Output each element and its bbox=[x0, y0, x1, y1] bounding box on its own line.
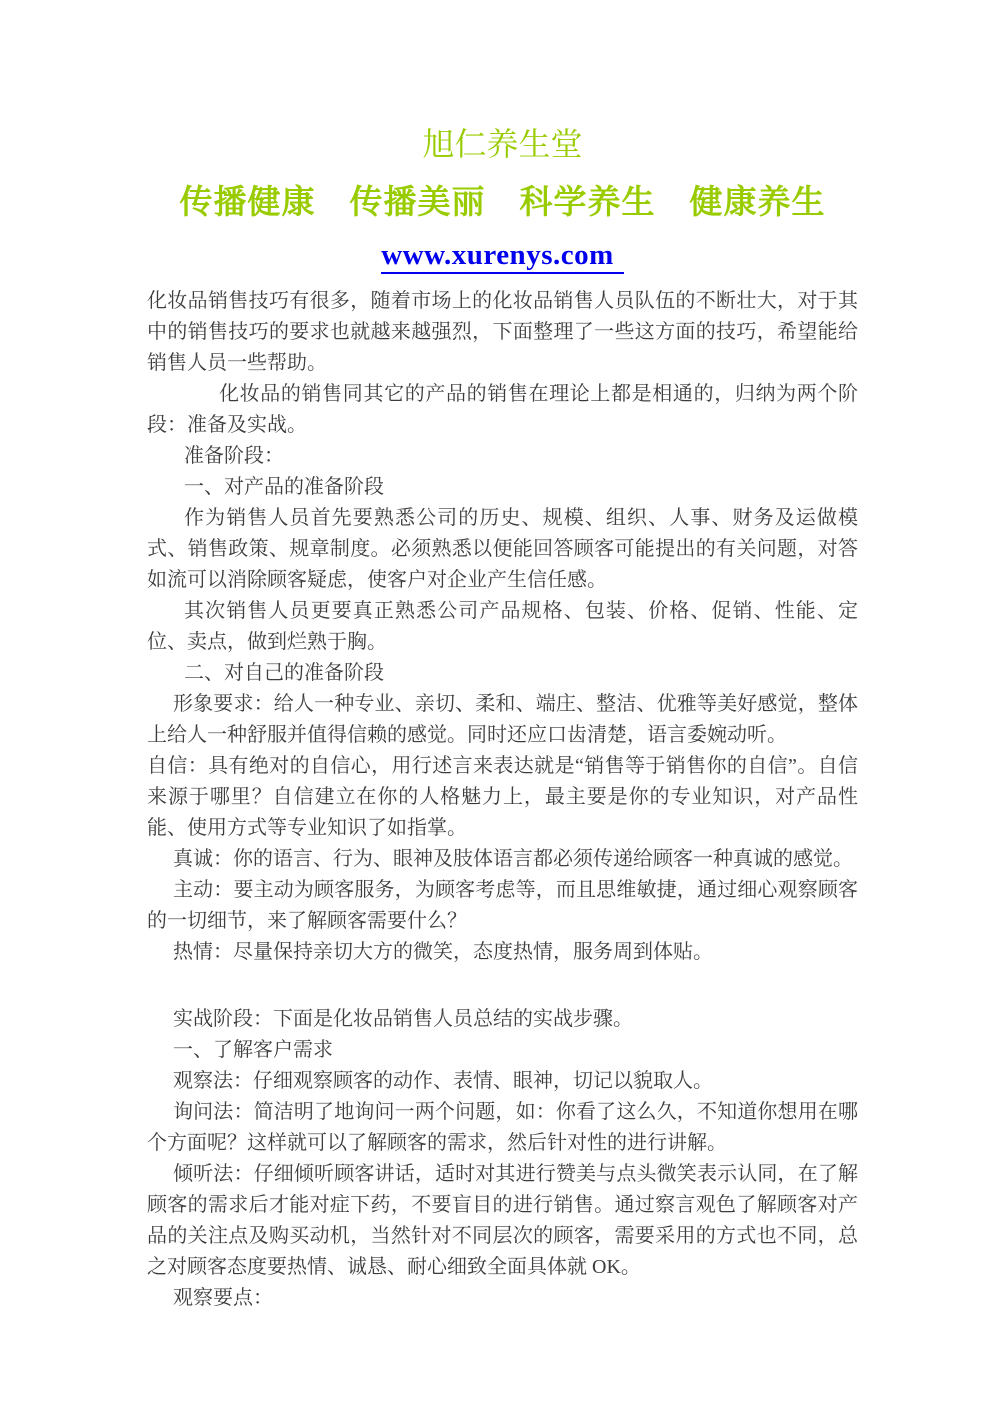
blank-line bbox=[147, 968, 858, 1004]
paragraph: 二、对自己的准备阶段 bbox=[184, 662, 384, 684]
paragraph: 实战阶段：下面是化妆品销售人员总结的实战步骤。 bbox=[173, 1008, 633, 1030]
paragraph: 一、了解客户需求 bbox=[173, 1039, 333, 1061]
paragraph: 一、对产品的准备阶段 bbox=[184, 476, 384, 498]
page-title: 旭仁养生堂 bbox=[422, 126, 583, 162]
paragraph: 观察要点： bbox=[173, 1287, 273, 1309]
document-body bbox=[147, 286, 858, 1314]
document-content bbox=[0, 124, 993, 1314]
paragraph: 真诚：你的语言、行为、眼神及肢体语言都必须传递给顾客一种真诚的感觉。 bbox=[173, 848, 853, 870]
paragraph: 自信：具有绝对的自信心，用行述言来表达就是“销售等于销售你的自信”。自信来源于哪里？自信建立在你的人格魅力上，最主要是你的专业知识，对产品性能、使用方式等专业知识了如指掌。 bbox=[147, 755, 858, 839]
paragraph: 准备阶段： bbox=[184, 445, 284, 467]
paragraph: 观察法：仔细观察顾客的动作、表情、眼神，切记以貌取人。 bbox=[173, 1070, 713, 1092]
paragraph: 倾听法：仔细倾听顾客讲话，适时对其进行赞美与点头微笑表示认同，在了解顾客的需求后才能对症下药，不要盲目的进行销售。通过察言观色了解顾客对产品的关注点及购买动机，当然针对不同层次的顾客，需要采用的方式也不同，总之对顾客态度要热情、诚恳、耐心细致全面具体就 OK。 bbox=[147, 1163, 858, 1278]
paragraph: 热情：尽量保持亲切大方的微笑，态度热情，服务周到体贴。 bbox=[173, 941, 713, 963]
paragraph: 作为销售人员首先要熟悉公司的历史、规模、组织、人事、财务及运做模式、销售政策、规章制度。必须熟悉以便能回答顾客可能提出的有关问题，对答如流可以消除顾客疑虑，使客户对企业产生信任感。 bbox=[147, 507, 858, 591]
paragraph: 形象要求：给人一种专业、亲切、柔和、端庄、整洁、优雅等美好感觉，整体上给人一种舒服并值得信赖的感觉。同时还应口齿清楚，语言委婉动听。 bbox=[147, 693, 858, 746]
paragraph: 询问法：简洁明了地询问一两个问题，如：你看了这么久，不知道你想用在哪个方面呢？这样就可以了解顾客的需求，然后针对性的进行讲解。 bbox=[147, 1101, 858, 1154]
paragraph: 化妆品销售技巧有很多，随着市场上的化妆品销售人员队伍的不断壮大，对于其中的销售技巧的要求也就越来越强烈，下面整理了一些这方面的技巧，希望能给销售人员一些帮助。 bbox=[147, 290, 858, 374]
link-line bbox=[147, 238, 858, 277]
paragraph: 化妆品的销售同其它的产品的销售在理论上都是相通的，归纳为两个阶段：准备及实战。 bbox=[147, 383, 858, 436]
page-subtitle: 传播健康 传播美丽 科学养生 健康养生 bbox=[179, 185, 826, 221]
paragraph: 其次销售人员更要真正熟悉公司产品规格、包装、价格、促销、性能、定位、卖点，做到烂熟于胸。 bbox=[147, 600, 858, 653]
paragraph: 主动：要主动为顾客服务，为顾客考虑等，而且思维敏捷，通过细心观察顾客的一切细节，来了解顾客需要什么？ bbox=[147, 879, 858, 932]
site-link[interactable]: www.xurenys.com bbox=[381, 238, 624, 274]
